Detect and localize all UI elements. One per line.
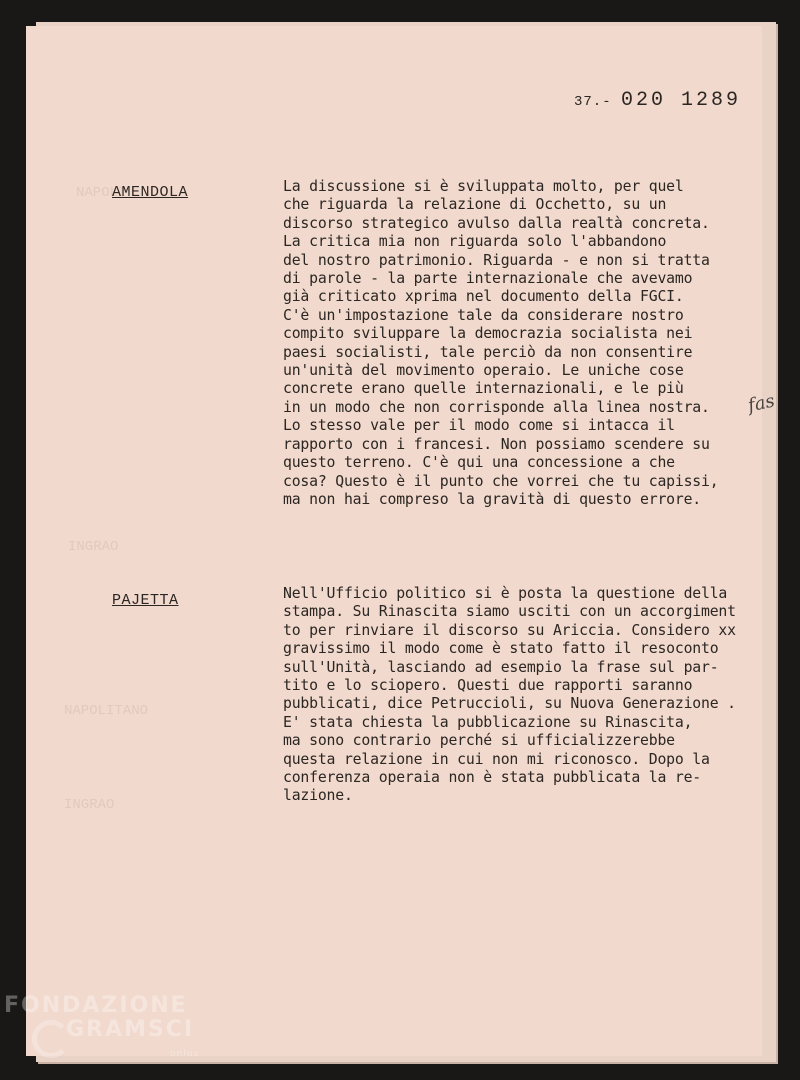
archive-prefix: 37.- [574, 94, 612, 110]
speaker-name-pajetta: PAJETTA [112, 592, 179, 609]
speaker-name-amendola: AMENDOLA [112, 184, 189, 201]
show-through-text: NAPOLITANO [64, 703, 149, 719]
show-through-text: INGRAO [64, 797, 115, 813]
show-through-text: NAPOLI [76, 185, 127, 201]
gramsci-logo-icon [32, 1020, 70, 1058]
watermark-line2: GRAMSCI [66, 1017, 195, 1042]
speech-text-amendola: La discussione si è sviluppata molto, per quel che riguarda la relazione di Occhetto, su un discorso strategico avulso dalla realtà concreta. La critica mia non riguarda solo l'abbandono del nostro patrimonio. Riguarda - e non si tratta di parole - la parte internazionale che avevamo già criticato xprima nel documento della FGCI. C'è un'impostazione tale da considerare nostro compito sviluppare la democrazia socialista nei paesi socialisti, tale perciò da non consentire un'unità del movimento operaio. Le uniche cose concrete erano quelle internazionali, e le più in un modo che non corrisponde alla linea nostra. Lo stesso vale per il modo come si intacca il rapporto con i francesi. Non possiamo scendere su questo terreno. C'è qui una concessione a che cosa? Questo è il punto che vorrei che tu capissi, ma non hai compreso la gravità di questo errore. [283, 178, 719, 508]
fondazione-gramsci-watermark [4, 994, 199, 1066]
archive-digits: 020 1289 [621, 89, 742, 112]
document-page [26, 26, 777, 1056]
show-through-text: INGRAO [68, 539, 119, 555]
speech-text-pajetta: Nell'Ufficio politico si è posta la questione della stampa. Su Rinascita siamo usciti con un accorgiment to per rinviare il discorso su Ariccia. Considero xx gravissimo il modo come è stato fatto il resoconto sull'Unità, lasciando ad esempio la frase sul par- tito e lo sciopero. Questi due rapporti saranno pubblicati, dice Petruccioli, su Nuova Generazione . E' stata chiesta la pubblicazione su Rinascita, ma sono contrario perché si ufficializzerebbe questa relazione in cui non mi riconosco. Dopo la conferenza operaia non è stata pubblicata la re- lazione. [283, 585, 736, 805]
watermark-sub: onlus [170, 1049, 200, 1059]
archive-number [574, 89, 741, 112]
watermark-line1: FONDAZIONE [4, 993, 188, 1018]
handwritten-note: fas [746, 390, 777, 417]
